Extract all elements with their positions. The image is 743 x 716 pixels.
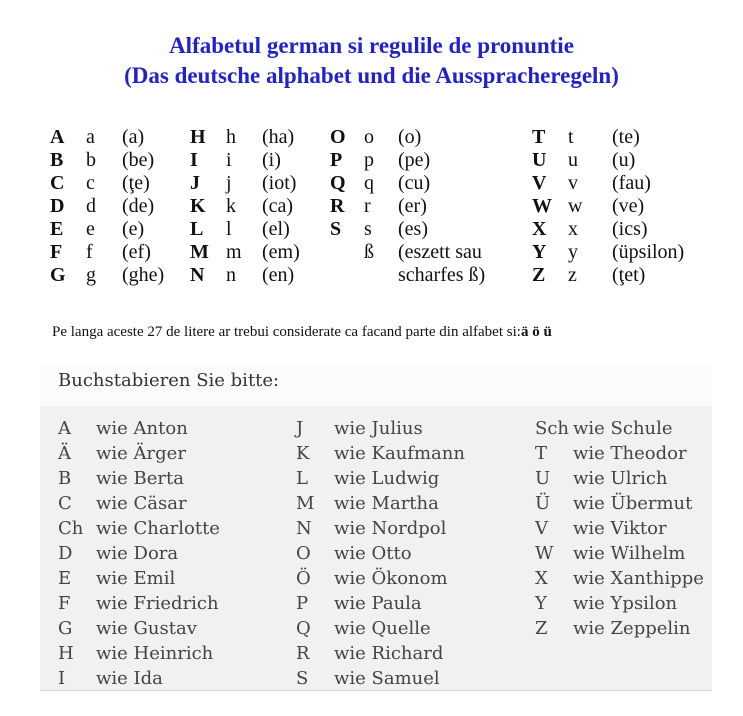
lowercase-letter: d (86, 195, 96, 217)
pronunciation: (cu) (398, 172, 431, 194)
spelling-letter: S (296, 668, 309, 689)
pronunciation: (ve) (612, 195, 645, 217)
spelling-letter: B (58, 468, 72, 489)
spelling-letter: E (58, 568, 72, 589)
pronunciation: (be) (122, 149, 155, 171)
spelling-letter: Ö (296, 568, 311, 589)
spelling-word: wie Quelle (334, 618, 431, 639)
alphabet-row (0, 126, 743, 149)
spelling-letter: Ch (58, 518, 84, 539)
pronunciation: (ţet) (612, 264, 646, 286)
spelling-word: wie Charlotte (96, 518, 220, 539)
alphabet-row (0, 149, 743, 172)
spelling-word: wie Ypsilon (573, 593, 678, 614)
spelling-letter: Sch (535, 418, 570, 439)
spelling-letter: M (296, 493, 315, 514)
uppercase-letter: P (330, 149, 343, 171)
lowercase-letter: u (568, 149, 578, 171)
spelling-letter: G (58, 618, 73, 639)
spelling-letter: R (296, 643, 310, 664)
spelling-word: wie Viktor (573, 518, 667, 539)
uppercase-letter: H (190, 126, 206, 148)
uppercase-letter: Z (532, 264, 546, 286)
pronunciation: (es) (398, 218, 428, 240)
alphabet-row (0, 241, 743, 264)
spelling-letter: D (58, 543, 73, 564)
spelling-word: wie Ulrich (573, 468, 668, 489)
spelling-word: wie Friedrich (96, 593, 219, 614)
pronunciation: (en) (262, 264, 295, 286)
uppercase-letter: W (532, 195, 552, 217)
spelling-letter: P (296, 593, 309, 614)
uppercase-letter: M (190, 241, 209, 263)
lowercase-letter: f (86, 241, 93, 263)
uppercase-letter: B (50, 149, 64, 171)
spelling-letter: N (296, 518, 312, 539)
lowercase-letter: h (226, 126, 236, 148)
spelling-word: wie Ida (96, 668, 163, 689)
uppercase-letter: J (190, 172, 200, 194)
pronunciation: (ef) (122, 241, 151, 263)
lowercase-letter: j (226, 172, 232, 194)
uppercase-letter: K (190, 195, 206, 217)
pronunciation: (em) (262, 241, 300, 263)
spelling-word: wie Samuel (334, 668, 440, 689)
lowercase-letter: c (86, 172, 95, 194)
spelling-letter: H (58, 643, 74, 664)
pronunciation: (el) (262, 218, 290, 240)
spelling-letter: C (58, 493, 72, 514)
pronunciation: (ţe) (122, 172, 150, 194)
lowercase-letter: z (568, 264, 577, 286)
lowercase-letter: g (86, 264, 96, 286)
spelling-letter: Y (535, 593, 547, 614)
spelling-word: wie Richard (334, 643, 444, 664)
spelling-word: wie Ökonom (334, 568, 448, 589)
pronunciation: (ca) (262, 195, 294, 217)
uppercase-letter: A (50, 126, 65, 148)
lowercase-letter: ß (364, 241, 374, 263)
alphabet-row (0, 172, 743, 195)
lowercase-letter: m (226, 241, 242, 263)
pronunciation: (fau) (612, 172, 651, 194)
spelling-letter: V (535, 518, 548, 539)
spelling-letter: Z (535, 618, 548, 639)
spelling-word: wie Übermut (573, 493, 693, 514)
lowercase-letter: n (226, 264, 236, 286)
lowercase-letter: s (364, 218, 372, 240)
spelling-letter: A (58, 418, 71, 439)
pronunciation: (de) (122, 195, 155, 217)
spelling-word: wie Zeppelin (573, 618, 691, 639)
uppercase-letter: E (50, 218, 64, 240)
spelling-letter: Q (296, 618, 311, 639)
spelling-word: wie Wilhelm (573, 543, 686, 564)
uppercase-letter: N (190, 264, 205, 286)
uppercase-letter: G (50, 264, 66, 286)
lowercase-letter: b (86, 149, 96, 171)
pronunciation: (te) (612, 126, 640, 148)
spelling-letter: F (58, 593, 71, 614)
uppercase-letter: R (330, 195, 345, 217)
extra-letters-note (52, 324, 552, 341)
spelling-heading: Buchstabieren Sie bitte: (58, 370, 280, 391)
pronunciation: (o) (398, 126, 422, 148)
pronunciation: (pe) (398, 149, 431, 171)
spelling-letter: X (535, 568, 548, 589)
uppercase-letter: O (330, 126, 346, 148)
spelling-word: wie Emil (96, 568, 176, 589)
spelling-word: wie Martha (334, 493, 439, 514)
pronunciation: (e) (122, 218, 145, 240)
spelling-letter: Ä (58, 443, 71, 464)
spelling-word: wie Julius (334, 418, 423, 439)
spelling-letter: J (296, 418, 304, 439)
lowercase-letter: l (226, 218, 232, 240)
alphabet-row (0, 264, 743, 287)
uppercase-letter: U (532, 149, 547, 171)
spelling-word: wie Dora (96, 543, 179, 564)
lowercase-letter: a (86, 126, 95, 148)
spelling-word: wie Xanthippe (573, 568, 704, 589)
pronunciation: scharfes ß) (398, 264, 486, 286)
spelling-letter: W (535, 543, 554, 564)
spelling-letter: I (58, 668, 66, 689)
spelling-word: wie Heinrich (96, 643, 214, 664)
uppercase-letter: L (190, 218, 204, 240)
lowercase-letter: y (568, 241, 578, 263)
lowercase-letter: i (226, 149, 232, 171)
uppercase-letter: F (50, 241, 63, 263)
lowercase-letter: k (226, 195, 236, 217)
spelling-letter: L (296, 468, 308, 489)
alphabet-row (0, 195, 743, 218)
pronunciation: (i) (262, 149, 281, 171)
alphabet-row (0, 218, 743, 241)
spelling-word: wie Otto (334, 543, 412, 564)
note-text: Pe langa aceste 27 de litere ar trebui considerate ca facand parte din alfabet si: (52, 324, 521, 340)
lowercase-letter: r (364, 195, 371, 217)
uppercase-letter: S (330, 218, 342, 240)
spelling-word: wie Berta (96, 468, 184, 489)
spelling-word: wie Nordpol (334, 518, 447, 539)
pronunciation: (er) (398, 195, 427, 217)
uppercase-letter: V (532, 172, 547, 194)
lowercase-letter: w (568, 195, 583, 217)
spelling-letter: U (535, 468, 551, 489)
lowercase-letter: t (568, 126, 574, 148)
pronunciation: (eszett sau (398, 241, 482, 263)
uppercase-letter: Y (532, 241, 547, 263)
pronunciation: (ghe) (122, 264, 165, 286)
pronunciation: (iot) (262, 172, 297, 194)
pronunciation: (u) (612, 149, 636, 171)
uppercase-letter: D (50, 195, 65, 217)
note-umlauts: ä ö ü (520, 324, 552, 340)
spelling-word: wie Schule (573, 418, 673, 439)
lowercase-letter: v (568, 172, 578, 194)
lowercase-letter: p (364, 149, 374, 171)
lowercase-letter: e (86, 218, 95, 240)
pronunciation: (ha) (262, 126, 295, 148)
spelling-word: wie Gustav (96, 618, 197, 639)
spelling-letter: Ü (535, 493, 551, 514)
uppercase-letter: X (532, 218, 547, 240)
spelling-letter: K (296, 443, 310, 464)
spelling-word: wie Ludwig (334, 468, 440, 489)
spelling-letter: T (535, 443, 548, 464)
spelling-word: wie Anton (96, 418, 188, 439)
lowercase-letter: o (364, 126, 374, 148)
alphabet-table (0, 126, 743, 296)
uppercase-letter: T (532, 126, 546, 148)
spelling-word: wie Cäsar (96, 493, 187, 514)
uppercase-letter: Q (330, 172, 346, 194)
uppercase-letter: C (50, 172, 65, 194)
lowercase-letter: q (364, 172, 374, 194)
spelling-word: wie Paula (334, 593, 422, 614)
uppercase-letter: I (190, 149, 198, 171)
spelling-word: wie Theodor (573, 443, 687, 464)
spelling-word: wie Ärger (96, 443, 186, 464)
page-subtitle: (Das deutsche alphabet und die Ausspracheregeln) (124, 63, 619, 88)
spelling-word: wie Kaufmann (334, 443, 465, 464)
spelling-letter: O (296, 543, 311, 564)
lowercase-letter: x (568, 218, 578, 240)
page-title: Alfabetul german si regulile de pronuntie (169, 33, 574, 58)
pronunciation: (üpsilon) (612, 241, 685, 263)
pronunciation: (a) (122, 126, 145, 148)
pronunciation: (ics) (612, 218, 648, 240)
